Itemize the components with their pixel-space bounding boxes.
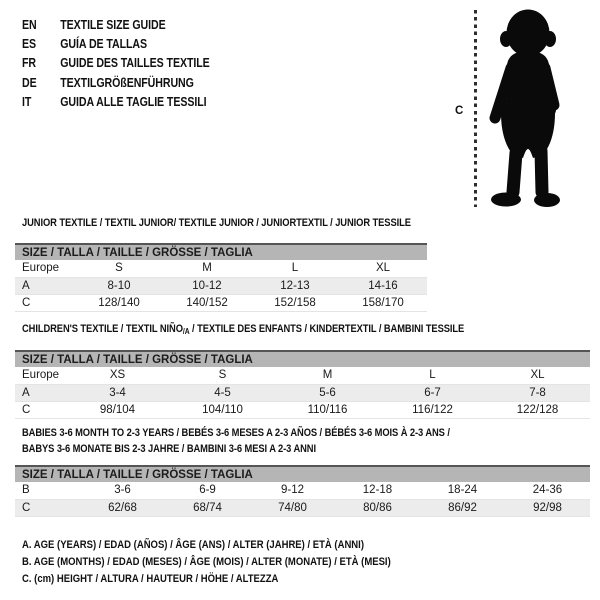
lang-label: TEXTILE SIZE GUIDE [60, 17, 166, 32]
row-label: B [15, 482, 80, 499]
lang-label: GUIDE DES TAILLES TEXTILE [60, 56, 210, 71]
row-label: Europe [15, 367, 65, 384]
footnote-height-cm: C. (cm) HEIGHT / ALTURA / HAUTEUR / HÖHE / ALTEZZA [22, 573, 279, 586]
table-row-age [15, 384, 590, 401]
table-row-europe [15, 367, 590, 384]
table-row-height [15, 401, 590, 418]
table-cell: 14-16 [339, 277, 427, 294]
row-label: A [15, 384, 65, 401]
table-cell: 128/140 [75, 294, 163, 311]
lang-label: TEXTILGRÖßENFÜHRUNG [60, 75, 194, 90]
table-cell: XL [339, 260, 427, 277]
lang-row-es [22, 34, 210, 53]
table-cell: L [251, 260, 339, 277]
table-cell: 12-18 [335, 482, 420, 499]
table-cell: S [170, 367, 275, 384]
table-cell: 3-4 [65, 384, 170, 401]
table-cell: 86/92 [420, 499, 505, 516]
lang-row-de [22, 73, 210, 92]
table-cell: 110/116 [275, 401, 380, 418]
table-cell: XS [65, 367, 170, 384]
table-cell: 4-5 [170, 384, 275, 401]
lang-row-en [22, 15, 210, 34]
table-cell: 6-9 [165, 482, 250, 499]
table-cell: 12-13 [251, 277, 339, 294]
table-cell: 5-6 [275, 384, 380, 401]
table-cell: M [163, 260, 251, 277]
table-row-height [15, 499, 590, 516]
children-title-suffix: / TEXTILE DES ENFANTS / KINDERTEXTIL / BAMBINI TESSILE [189, 323, 465, 335]
lang-row-it [22, 93, 210, 112]
size-header-row [15, 466, 590, 482]
lang-code: IT [22, 95, 32, 110]
lang-label: GUÍA DE TALLAS [60, 37, 148, 52]
table-row-age-months [15, 482, 590, 499]
footnote-age-months: B. AGE (MONTHS) / EDAD (MESES) / ÂGE (MOIS) / ALTER (MONATE) / ETÀ (MESI) [22, 555, 391, 568]
junior-table-title: JUNIOR TEXTILE / TEXTIL JUNIOR/ TEXTILE JUNIOR / JUNIORTEXTIL / JUNIOR TESSILE [22, 217, 411, 229]
size-header-row [15, 244, 427, 260]
table-cell: 62/68 [80, 499, 165, 516]
toddler-silhouette-icon [480, 5, 575, 210]
legend-footnotes [22, 536, 456, 588]
children-title-subscript: /A [182, 327, 190, 336]
table-cell: 3-6 [80, 482, 165, 499]
height-measure-label: C [455, 105, 464, 117]
lang-row-fr [22, 54, 210, 73]
table-cell: 74/80 [250, 499, 335, 516]
junior-size-table [15, 243, 427, 312]
table-cell: 152/158 [251, 294, 339, 311]
table-cell: 116/122 [380, 401, 485, 418]
footnote-age-years: A. AGE (YEARS) / EDAD (AÑOS) / ÂGE (ANS) / ALTER (JAHRE) / ETÀ (ANNI) [22, 538, 364, 551]
table-cell: 80/86 [335, 499, 420, 516]
size-header-row [15, 351, 590, 367]
row-label: Europe [15, 260, 75, 277]
table-row-europe [15, 260, 427, 277]
row-label: C [15, 499, 80, 516]
children-table-title [22, 323, 464, 336]
lang-label: GUIDA ALLE TAGLIE TESSILI [60, 95, 207, 110]
table-cell: M [275, 367, 380, 384]
table-cell: 98/104 [65, 401, 170, 418]
lang-code: EN [22, 17, 37, 32]
table-cell: 8-10 [75, 277, 163, 294]
table-cell: 6-7 [380, 384, 485, 401]
table-cell: 24-36 [505, 482, 590, 499]
row-label: C [15, 401, 65, 418]
language-title-list [22, 15, 243, 112]
row-label: A [15, 277, 75, 294]
table-row-height [15, 294, 427, 311]
size-header: SIZE / TALLA / TAILLE / GRÖSSE / TAGLIA [15, 244, 427, 260]
row-label: C [15, 294, 75, 311]
lang-code: DE [22, 75, 37, 90]
table-cell: 140/152 [163, 294, 251, 311]
table-cell: 92/98 [505, 499, 590, 516]
table-cell: 18-24 [420, 482, 505, 499]
table-cell: 158/170 [339, 294, 427, 311]
table-cell: S [75, 260, 163, 277]
table-row-age [15, 277, 427, 294]
table-cell: 7-8 [485, 384, 590, 401]
babies-title-line2: BABYS 3-6 MONATE BIS 2-3 JAHRE / BAMBINI 3-6 MESI A 2-3 ANNI [22, 443, 316, 455]
size-header: SIZE / TALLA / TAILLE / GRÖSSE / TAGLIA [15, 351, 590, 367]
children-size-table [15, 350, 590, 419]
children-title-prefix: CHILDREN'S TEXTILE / TEXTIL NIÑO [22, 323, 183, 335]
table-cell: XL [485, 367, 590, 384]
table-cell: 122/128 [485, 401, 590, 418]
lang-code: FR [22, 56, 36, 71]
babies-size-table [15, 465, 590, 517]
table-cell: 68/74 [165, 499, 250, 516]
size-header: SIZE / TALLA / TAILLE / GRÖSSE / TAGLIA [15, 466, 590, 482]
table-cell: 10-12 [163, 277, 251, 294]
table-cell: 104/110 [170, 401, 275, 418]
height-measure-dotted-line [474, 10, 477, 207]
babies-title-line1: BABIES 3-6 MONTH TO 2-3 YEARS / BEBÉS 3-6 MESES A 2-3 AÑOS / BÉBÉS 3-6 MOIS À 2-3 ANS / [22, 427, 450, 439]
table-cell: 9-12 [250, 482, 335, 499]
table-cell: L [380, 367, 485, 384]
babies-table-title [22, 425, 525, 457]
lang-code: ES [22, 37, 37, 52]
